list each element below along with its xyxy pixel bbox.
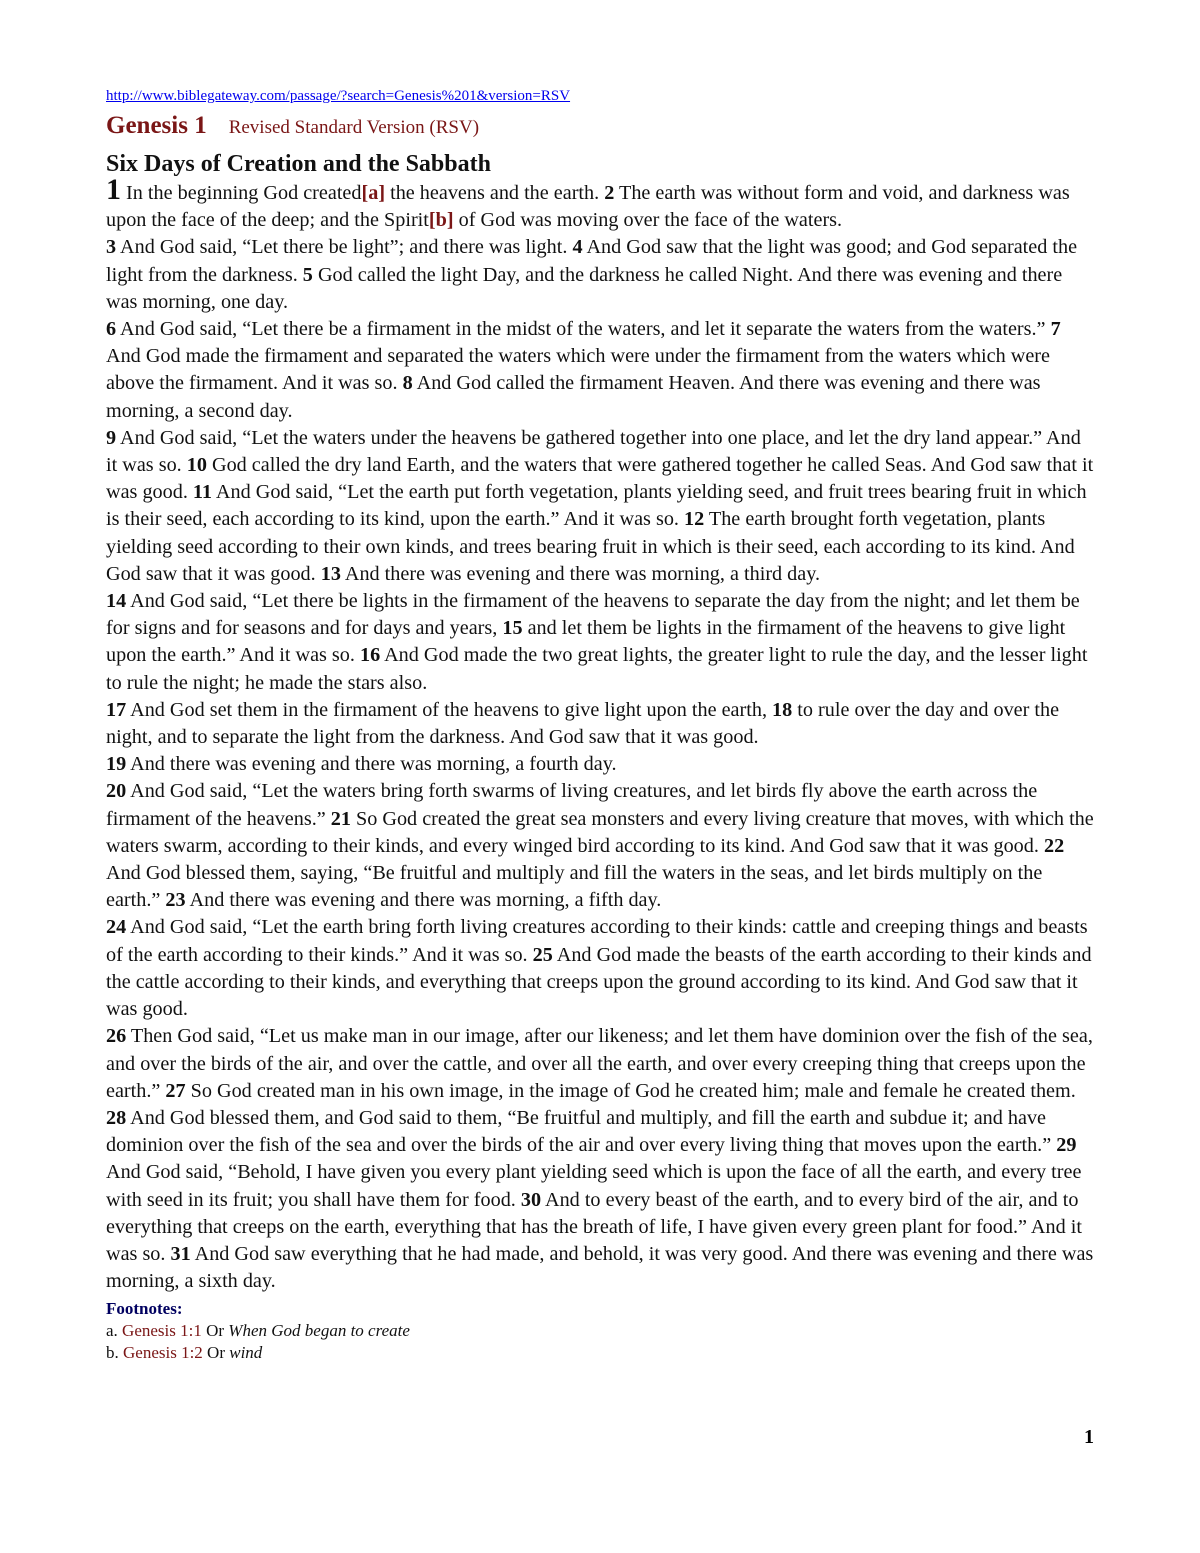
verse-text: The earth was without form and void, and darkness was upon the face of the deep; and the Spirit — [106, 182, 1070, 232]
page-number: 1 — [1084, 1426, 1094, 1448]
verse-paragraph — [106, 697, 1096, 751]
book-title: Genesis 1 — [106, 112, 207, 139]
verse-number: 21 — [330, 807, 351, 830]
verse-text: And God said, “Let there be light”; and there was light. — [116, 236, 573, 259]
verse-paragraph — [106, 588, 1096, 697]
footnote-reference-link[interactable]: Genesis 1:1 — [122, 1321, 202, 1341]
verse-text: And God said, “Let the earth bring forth living creatures according to their kinds: cattle and creeping things and beasts of the earth according to their kinds.” And it was so. — [106, 916, 1088, 966]
footnote-item — [106, 1320, 1096, 1342]
verse-number: 23 — [165, 889, 186, 912]
verse-paragraph — [106, 1023, 1096, 1295]
verse-text: And God said, “Let the waters bring forth swarms of living creatures, and let birds fly above the earth across the firmament of the heavens.” — [106, 780, 1038, 830]
verse-paragraph — [106, 751, 1096, 778]
section-heading: Six Days of Creation and the Sabbath — [106, 151, 491, 177]
verse-text: and let them be lights in the firmament of the heavens to give light upon the earth.” And it was so. — [106, 617, 1066, 667]
verse-number: 10 — [186, 454, 207, 477]
verse-number: 13 — [320, 562, 341, 585]
verse-text: And there was evening and there was morning, a fourth day. — [126, 753, 617, 776]
verse-number: 25 — [532, 943, 553, 966]
verse-number: 3 — [106, 236, 117, 259]
footnote-text: When God began to create — [228, 1321, 410, 1341]
verse-number: 16 — [359, 644, 381, 667]
verse-text: And God blessed them, and God said to them, “Be fruitful and multiply, and fill the earth and subdue it; and have dominion over the fish of the sea and over the birds of the air and over every living thing that moves upon the earth.” — [106, 1106, 1057, 1157]
verse-number: 9 — [106, 426, 117, 449]
chapter-number: 1 — [106, 173, 121, 206]
verse-text: of God was moving over the face of the waters. — [453, 209, 843, 232]
verse-number: 15 — [502, 617, 523, 640]
verse-paragraph — [106, 173, 1096, 234]
verse-text: So God created the great sea monsters and every living creature that moves, with which the waters swarm, according to their kinds, and every winged bird according to its kind. And God saw that it was good. — [106, 807, 1094, 857]
footnote-prefix: Or — [207, 1343, 225, 1363]
verse-text: And God saw that the light was good; and God separated the light from the darkness. — [106, 236, 1078, 286]
verse-number: 19 — [106, 753, 127, 776]
verse-text: And God made the firmament and separated the waters which were under the firmament from the waters which were above the firmament. And it was so. — [106, 345, 1050, 395]
verse-text: the heavens and the earth. — [385, 182, 605, 204]
verse-number: 4 — [572, 236, 583, 259]
verse-text: And there was evening and there was morning, a third day. — [340, 562, 821, 585]
verse-text: And God set them in the firmament of the heavens to give light upon the earth, — [126, 698, 773, 721]
verse-text: And God said, “Behold, I have given you every plant yielding seed which is upon the face of all the earth, and every tree with seed in its fruit; you shall have them for food. — [106, 1161, 1082, 1211]
footnote-marker[interactable]: [a] — [361, 182, 386, 204]
verse-paragraph — [106, 778, 1096, 914]
verse-number: 5 — [302, 263, 313, 286]
verse-paragraph — [106, 234, 1096, 316]
verse-text: And God called the firmament Heaven. And there was evening and there was morning, a second day. — [106, 372, 1041, 422]
verse-text: So God created man in his own image, in the image of God he created him; male and female he created them. — [185, 1079, 1076, 1102]
footnotes-heading: Footnotes: — [106, 1299, 183, 1319]
verse-number: 27 — [165, 1079, 186, 1102]
verse-number: 18 — [772, 698, 793, 721]
verse-text: God called the dry land Earth, and the waters that were gathered together he called Seas. And God saw that it was good. — [106, 454, 1094, 504]
verse-number: 6 — [106, 318, 117, 341]
verse-number: 7 — [1050, 318, 1061, 341]
verse-paragraph — [106, 914, 1096, 1023]
verse-number: 30 — [520, 1188, 542, 1211]
verse-text: And God said, “Let there be lights in the firmament of the heavens to separate the day from the night; and let them be for signs and for seasons and for days and years, — [106, 590, 1080, 640]
verse-text: And God said, “Let there be a firmament in the midst of the waters, and let it separate the waters from the waters.” — [116, 318, 1051, 341]
verse-text: And to every beast of the earth, and to every bird of the air, and to everything that creeps on the earth, everything that has the breath of life, I have given every green plant for food.” And it was so. — [106, 1188, 1082, 1265]
verse-number: 28 — [106, 1106, 127, 1129]
verse-text: And there was evening and there was morning, a fifth day. — [185, 889, 662, 912]
verse-number: 20 — [106, 780, 127, 803]
verse-text: And God made the two great lights, the greater light to rule the day, and the lesser light to rule the night; he made the stars also. — [106, 644, 1088, 694]
verse-text: The earth brought forth vegetation, plants yielding seed according to their own kinds, and trees bearing fruit in which is their seed, each according to its kind. And God saw that it was good. — [106, 508, 1075, 585]
verse-number: 24 — [106, 916, 127, 939]
verse-number: 12 — [684, 508, 705, 531]
verse-text: In the beginning God created — [121, 182, 362, 204]
verse-number: 2 — [604, 182, 615, 204]
verse-text: to rule over the day and over the night, and to separate the light from the darkness. And God saw that it was good. — [106, 698, 1060, 749]
verse-number: 11 — [192, 481, 212, 504]
verse-text: And God said, “Let the waters under the heavens be gathered together into one place, and let the dry land appear.” And it was so. — [106, 426, 1081, 477]
footnote-prefix: Or — [206, 1321, 225, 1341]
source-url-link[interactable]: http://www.biblegateway.com/passage/?search=Genesis%201&version=RSV — [106, 88, 571, 104]
scripture-text — [106, 173, 1096, 1295]
verse-paragraph — [106, 425, 1096, 588]
verse-number: 17 — [106, 698, 127, 721]
footnote-item — [106, 1342, 1096, 1364]
verse-text: And God made the beasts of the earth according to their kinds and the cattle according to their kinds, and everything that creeps upon the ground according to its kind. And God saw that it was good. — [106, 943, 1092, 1021]
verse-text: God called the light Day, and the darkness he called Night. And there was evening and there was morning, one day. — [106, 263, 1063, 313]
verse-number: 22 — [1043, 834, 1065, 857]
verse-number: 14 — [106, 590, 127, 613]
title-row — [106, 109, 1096, 146]
verse-text: And God blessed them, saying, “Be fruitful and multiply and fill the waters in the seas, and let birds multiply on the earth.” — [106, 862, 1043, 912]
verse-number: 29 — [1056, 1134, 1077, 1157]
verse-text: And God said, “Let the earth put forth vegetation, plants yielding seed, and fruit trees bearing fruit in which is their seed, each according to its kind, upon the earth.” And it was so. — [106, 481, 1087, 531]
version-label: Revised Standard Version (RSV) — [228, 117, 480, 138]
footnote-marker[interactable]: [b] — [428, 209, 454, 232]
footnote-reference-link[interactable]: Genesis 1:2 — [123, 1343, 203, 1363]
footnote-label: b. — [106, 1343, 119, 1363]
footnote-label: a. — [106, 1321, 118, 1341]
document-page — [106, 86, 1096, 1364]
verse-paragraph — [106, 316, 1096, 425]
verse-text: Then God said, “Let us make man in our image, after our likeness; and let them have dominion over the fish of the sea, and over the birds of the air, and over the cattle, and over all the earth, and over every creeping thing that creeps upon the earth.” — [106, 1025, 1093, 1102]
verse-number: 26 — [106, 1025, 127, 1048]
footnote-text: wind — [229, 1343, 263, 1363]
verse-number: 31 — [170, 1242, 191, 1265]
verse-number: 8 — [402, 372, 413, 395]
verse-text: And God saw everything that he had made, and behold, it was very good. And there was evening and there was morning, a sixth day. — [106, 1242, 1094, 1293]
